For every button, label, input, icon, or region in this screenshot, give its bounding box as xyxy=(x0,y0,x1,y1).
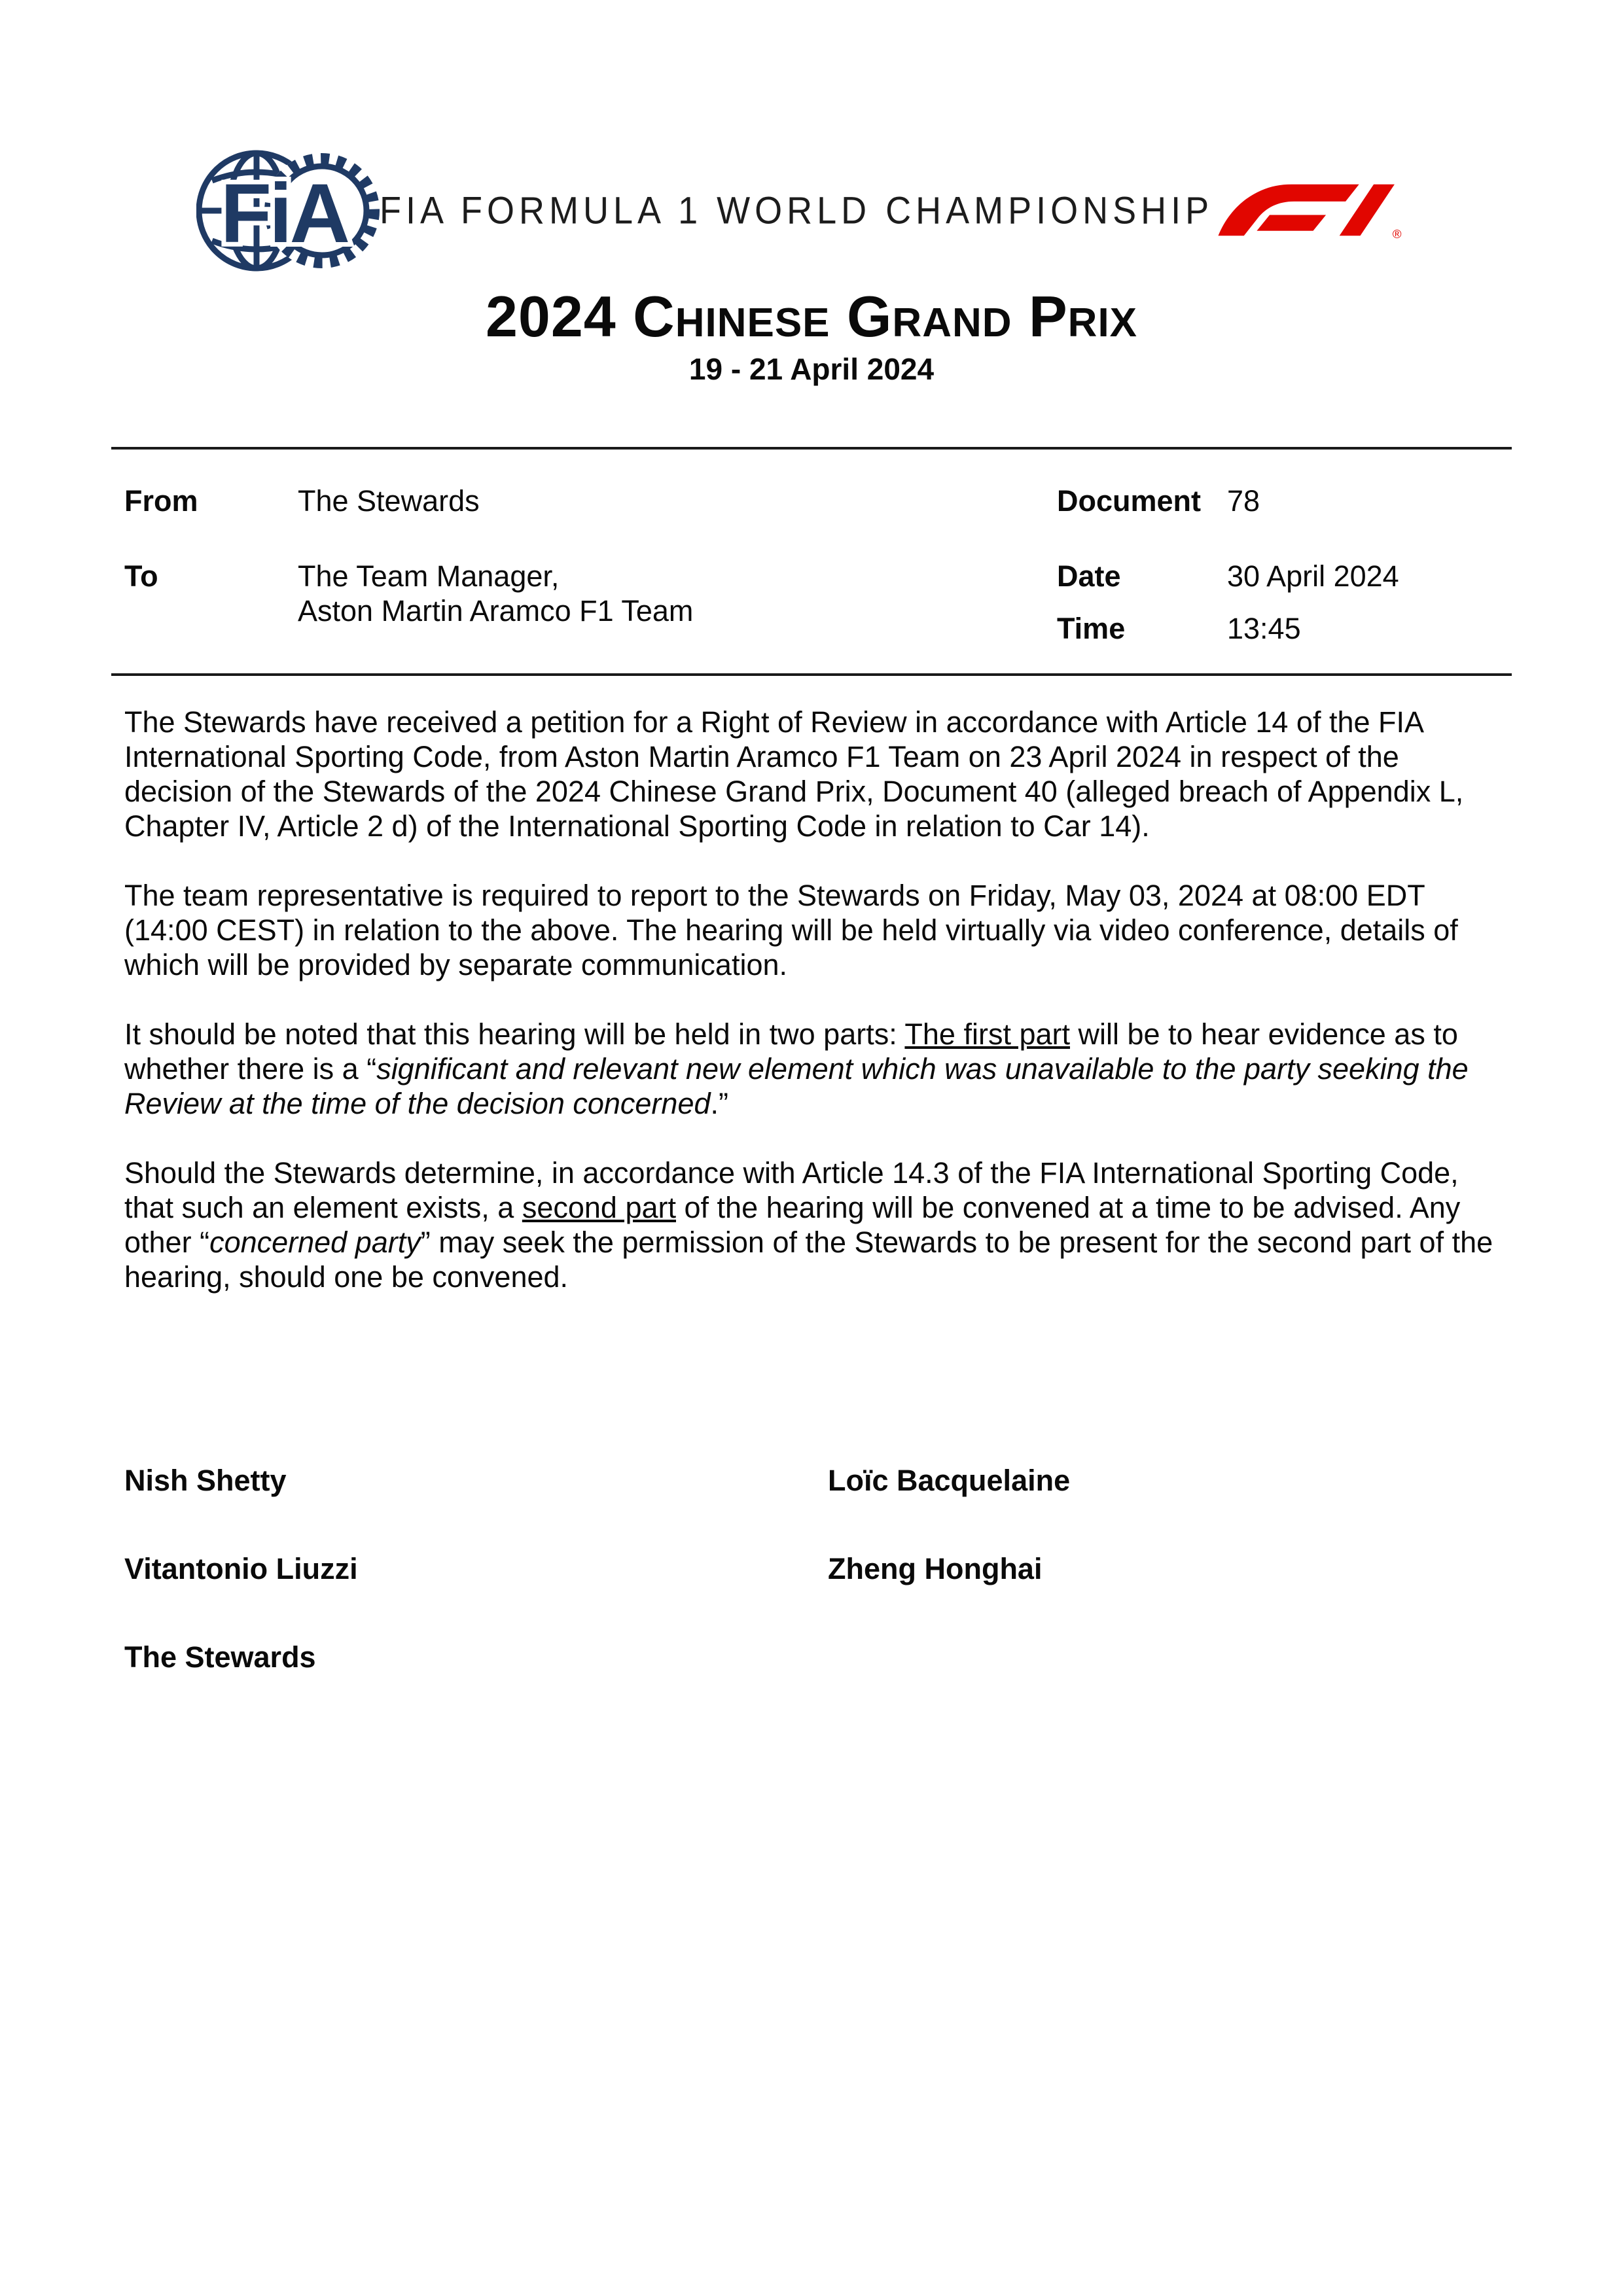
document-value: 78 xyxy=(1227,484,1260,518)
championship-title: FIA FORMULA 1 WORLD CHAMPIONSHIP xyxy=(380,189,1214,232)
signature-closing: The Stewards xyxy=(124,1640,316,1674)
meta-left-column xyxy=(124,484,1057,646)
body-text-underline: second part xyxy=(522,1190,676,1224)
meta-row-to xyxy=(124,559,1057,628)
steward-name: Zheng Honghai xyxy=(828,1551,1043,1585)
document-label: Document xyxy=(1057,484,1202,518)
meta-row-time xyxy=(1057,611,1499,646)
from-value: The Stewards xyxy=(298,484,480,518)
svg-text:®: ® xyxy=(1392,227,1402,241)
steward-name: Vitantonio Liuzzi xyxy=(124,1551,358,1585)
to-label: To xyxy=(124,559,158,593)
body-paragraph xyxy=(124,1017,1499,1121)
meta-row-document xyxy=(1057,484,1499,518)
f1-logo xyxy=(1213,179,1403,242)
from-label: From xyxy=(124,484,198,518)
body-paragraph xyxy=(124,705,1499,843)
event-dates: 19 - 21 April 2024 xyxy=(688,352,935,386)
to-value-line2: Aston Martin Aramco F1 Team xyxy=(298,593,694,627)
signature-row xyxy=(124,1551,1499,1586)
to-value-line1: The Team Manager, xyxy=(298,559,560,593)
meta-right-column xyxy=(1057,484,1499,646)
steward-name: Loïc Bacquelaine xyxy=(828,1463,1071,1497)
signatures xyxy=(124,1463,1499,1674)
date-label: Date xyxy=(1057,559,1121,593)
document-body xyxy=(124,705,1499,1294)
fia-logo xyxy=(196,143,380,279)
body-text: of the hearing will be convened at a time to be advised. Any other “ xyxy=(124,1190,1461,1259)
body-text: ” may seek the permission of the Stewards to be present for the second part of the hearing, should one be convened. xyxy=(124,1225,1493,1294)
body-paragraph xyxy=(124,878,1499,982)
meta-row-from xyxy=(124,484,1057,518)
signature-row xyxy=(124,1463,1499,1498)
body-text: The Stewards have received a petition for a Right of Review in accordance with Article 14 of the FIA International Sporting Code, from Aston Martin Aramco F1 Team on 23 April 2024 in respect of the decision of the Stewards of the 2024 Chinese Grand Prix, Document 40 (alleged breach of Appendix L, Chapter IV, Article 2 d) of the International Sporting Code in relation to Car 14). xyxy=(124,705,1464,843)
time-label: Time xyxy=(1057,611,1126,645)
meta-table xyxy=(111,447,1512,676)
body-text-italic: significant and relevant new element which was unavailable to the party seeking the Review at the time of the decision concerned xyxy=(124,1051,1469,1120)
body-text: Should the Stewards determine, in accordance with Article 14.3 of the FIA International Sporting Code, that such an element exists, a xyxy=(124,1156,1459,1224)
body-text: .” xyxy=(710,1086,728,1120)
body-text: The team representative is required to report to the Stewards on Friday, May 03, 2024 at 08:00 EDT (14:00 CEST) in relation to the above. The hearing will be held virtually via video conference, details of which will be provided by separate communication. xyxy=(124,878,1458,981)
body-text: It should be noted that this hearing will be held in two parts: xyxy=(124,1017,905,1051)
meta-row-date xyxy=(1057,559,1499,593)
svg-text:FiA: FiA xyxy=(220,167,348,260)
body-text-underline: The first part xyxy=(904,1017,1070,1051)
body-paragraph xyxy=(124,1156,1499,1294)
to-value xyxy=(298,559,693,628)
masthead xyxy=(196,143,1400,279)
time-value: 13:45 xyxy=(1227,611,1301,645)
event-title: 2024 Chinese Grand Prix xyxy=(485,284,1138,349)
date-value: 30 April 2024 xyxy=(1227,559,1399,593)
steward-name: Nish Shetty xyxy=(124,1463,287,1497)
body-text-italic: concerned party xyxy=(209,1225,421,1259)
body-text: will be to hear evidence as to whether there is a “ xyxy=(124,1017,1458,1086)
